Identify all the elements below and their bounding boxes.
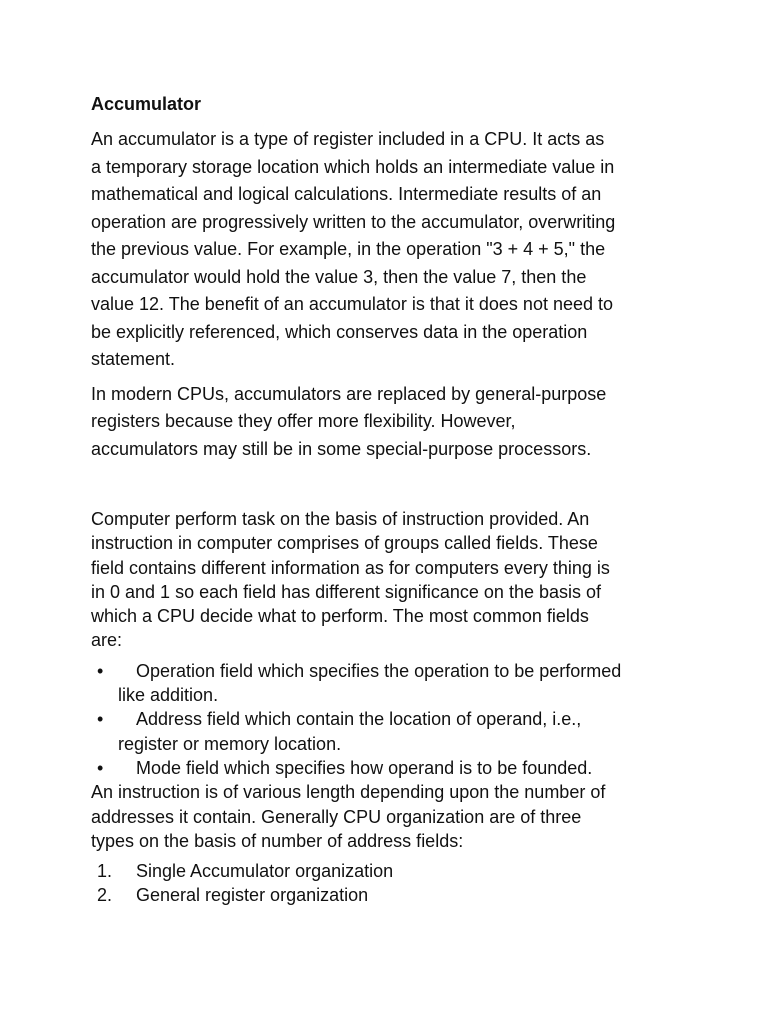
bullet-icon: •	[97, 757, 104, 778]
list-item-text: General register organization	[136, 885, 369, 906]
list-item-continuation: like addition.	[118, 685, 219, 706]
text-line: accumulator would hold the value 3, then the value 7, then the	[91, 266, 587, 287]
text-line: operation are progressively written to the accumulator, overwriting	[91, 211, 616, 232]
list-item	[91, 707, 691, 756]
paragraph-instruction-fields	[91, 507, 691, 653]
list-item-continuation: register or memory location.	[118, 733, 342, 754]
text-line: the previous value. For example, in the operation "3 + 4 + 5," the	[91, 239, 606, 259]
field-bullet-list	[91, 659, 691, 780]
text-line: statement.	[91, 349, 176, 369]
text-line: in 0 and 1 so each field has different significance on the basis of	[91, 581, 602, 602]
text-line: An accumulator is a type of register included in a CPU. It acts as	[91, 129, 605, 149]
paragraph-accumulator-definition	[91, 126, 691, 374]
text-line: mathematical and logical calculations. Intermediate results of an	[91, 184, 602, 204]
list-number: 1.	[97, 861, 113, 882]
text-line: instruction in computer comprises of groups called fields. These	[91, 533, 598, 554]
text-line: accumulators may still be in some special-purpose processors.	[91, 438, 592, 459]
paragraph-instruction-length	[91, 780, 691, 853]
bullet-icon: •	[97, 709, 104, 730]
list-item-text: Operation field which specifies the operation to be performed	[136, 660, 622, 681]
list-item-text: Address field which contain the location of operand, i.e.,	[136, 709, 582, 730]
text-line: types on the basis of number of address fields:	[91, 830, 464, 851]
list-item	[91, 756, 691, 780]
text-line: addresses it contain. Generally CPU organization are of three	[91, 806, 582, 827]
section-heading: Accumulator	[91, 94, 202, 114]
text-line: a temporary storage location which holds an intermediate value in	[91, 156, 615, 177]
text-line: registers because they offer more flexibility. However,	[91, 411, 516, 431]
list-item	[91, 659, 691, 708]
document-page	[91, 92, 691, 908]
text-line: be explicitly referenced, which conserves data in the operation	[91, 321, 588, 342]
paragraph-modern-cpus	[91, 381, 691, 464]
list-item	[91, 859, 691, 883]
text-line: Computer perform task on the basis of instruction provided. An	[91, 509, 590, 529]
list-item	[91, 883, 691, 907]
list-item-text: Mode field which specifies how operand is to be founded.	[136, 757, 593, 778]
text-line: In modern CPUs, accumulators are replaced by general-purpose	[91, 383, 607, 404]
list-number: 2.	[97, 885, 113, 906]
text-line: which a CPU decide what to perform. The most common fields	[91, 606, 589, 627]
bullet-icon: •	[97, 660, 104, 681]
text-line: value 12. The benefit of an accumulator is that it does not need to	[91, 294, 614, 314]
text-line: are:	[91, 630, 123, 651]
list-item-text: Single Accumulator organization	[136, 861, 394, 882]
text-line: An instruction is of various length depending upon the number of	[91, 782, 606, 803]
organization-numbered-list	[91, 859, 691, 908]
text-line: field contains different information as for computers every thing is	[91, 557, 610, 578]
